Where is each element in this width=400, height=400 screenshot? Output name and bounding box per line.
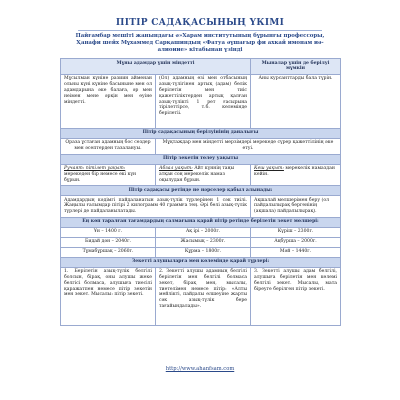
timing-text: мерекелік намаздан кейін. <box>254 166 335 177</box>
section-wisdom: Пітір садақасының берілуінінің даналығы <box>61 128 341 138</box>
timing-text: мерекеден бір немесе екі күн бұрын. <box>64 171 137 183</box>
intro-cell-1: Мұсылман күніне разиин айменан ольны күні күніне басыныне мен ол адамдарына әке балаға, әр мен неімен мене әрқін мен өуіне міндетті. <box>61 74 156 128</box>
recipients-row <box>61 267 341 325</box>
section-amounts: Ең көп таралған тағамдардың салмағына қарай пітір ретінде берілетін зекет мөлшері: <box>61 217 341 227</box>
timing-head: Кеш уақыт: <box>254 166 284 172</box>
accepted-row <box>61 196 341 218</box>
section-recipients: Зекетті алушыларға мен көлемінде қарай тұрлері: <box>61 257 341 267</box>
amount-row <box>61 247 341 257</box>
wisdom-cell-2: Мұқтаждар мен міндетті мерзімдері мерекеде сүрер қажеттілінің әке етуі. <box>156 138 341 154</box>
timing-cell-best <box>156 164 251 186</box>
amount-cell: Бидай дән – 2040г. <box>61 237 156 247</box>
wisdom-row <box>61 138 341 154</box>
title-divider <box>78 30 322 31</box>
timing-text: Айт күннің таңы атқан соң мерекелік намаз оқылудан бұрын. <box>159 166 235 183</box>
footer-link[interactable]: http://www.ahanfsam.com <box>165 366 235 372</box>
wisdom-cell-1: Оразa ұстаған адамның бос сөздер мен әсептерден тазалануы. <box>61 138 156 154</box>
page-title: ПІТІР САДАҚАСЫНЫҢ ҮКІМІ <box>115 18 285 28</box>
timing-head: Абзал уақыт: <box>159 166 193 172</box>
amount-cell: Мәй – 1440г. <box>251 247 341 257</box>
section-row <box>61 128 341 138</box>
section-row <box>61 257 341 267</box>
amount-cell: Ұн – 1400 г. <box>61 227 156 237</box>
amount-row <box>61 227 341 237</box>
section-row <box>61 154 341 164</box>
recipient-cell-2: 2. Зекетті алушы адамның белгілі берілетін мен белгілі болмаса зекет, бірақ мен, мысалы, тиетелімен немесе пітір: «Алты мейлікті, пайдалы өлшеуіне жарты сәк азық-түлік бере тағайындалады». <box>156 267 251 325</box>
amount-cell: Күріш – 2300г. <box>251 227 341 237</box>
recipient-cell-3: 3. Зекетті алушы адам белгілі, алушыға берілетін мен көлемі белгілі зекет. Мысалы, мата біреуге берілген пітір зекеті. <box>251 267 341 325</box>
accepted-cell-2: Ақшалай мөлшерімен беру (ол пайдалылырақ бергенінің (ақшала) пайдалылырақ). <box>251 196 341 218</box>
timing-head: Ручаят: пітілет уақыт: <box>64 166 126 172</box>
amount-cell: Ақ ірі – 2000г. <box>156 227 251 237</box>
amount-cell: Ақбурша – 2000г. <box>251 237 341 247</box>
section-row <box>61 186 341 196</box>
timing-cell-permitted <box>61 164 156 186</box>
header-optional: Мыналар үшін де берілуі мүмкін <box>251 59 341 75</box>
timing-row <box>61 164 341 186</box>
header-obligatory: Мұны адамдар үшін міндетті <box>61 59 251 75</box>
amount-cell: Жасымық – 2300г. <box>156 237 251 247</box>
intro-cell-3: Аны курсанттарды бала түрін. <box>251 74 341 128</box>
section-accepted: Пітір садақасы ретінде не нәрселер қабыл алынады: <box>61 186 341 196</box>
table-header-row <box>61 59 341 75</box>
amount-row <box>61 237 341 247</box>
intro-row <box>61 74 341 128</box>
timing-cell-late <box>251 164 341 186</box>
accepted-cell-1: Адамдардың кәдімгі пайдаланатын азық-түлік түрлерінен 1 сәк тиілі. Жаңылы ғалымдар пітірі 2 килограмм 40 граммға тең. Әрі бөлі азық-түлік түрлері де пайдаланылатады. <box>61 196 251 218</box>
info-table <box>60 58 341 326</box>
section-timing: Пітір зекетін төлеу уақыты <box>61 154 341 164</box>
amount-cell: Тұмабұршақ – 2060г. <box>61 247 156 257</box>
recipient-cell-1: 1. Берілетін азық-түлік белгілі болсын, бірақ, оны алушы жеке белгісі болмаса, алушыға тиесілі қаражатпен немесе пітір зекетін мен зекет. Мысалы: пітір зекеті. <box>61 267 156 325</box>
intro-cell-2: (Ол) адамның өзі мен отбасының азық-түлігінен артық (адам) бөлік берілетін мен тиіс қажеттіліктерден артық қалған азық-түлікті 1 рет ғасырына тірілеттірсе, т.б. көлемінде берілетіі. <box>156 74 251 128</box>
section-row <box>61 217 341 227</box>
amount-cell: Құрма – 1800г. <box>156 247 251 257</box>
page-subtitle: Пайғамбар мешіті жанындағы ә»Харам институтының бұрынғы профессоры, Ҳанафи шейх Мұхаммед Сарқашиндың «Фатуа әүшағыр фи ахкай имонам иә-алиоиие» кітабынан үзінді <box>75 33 325 53</box>
